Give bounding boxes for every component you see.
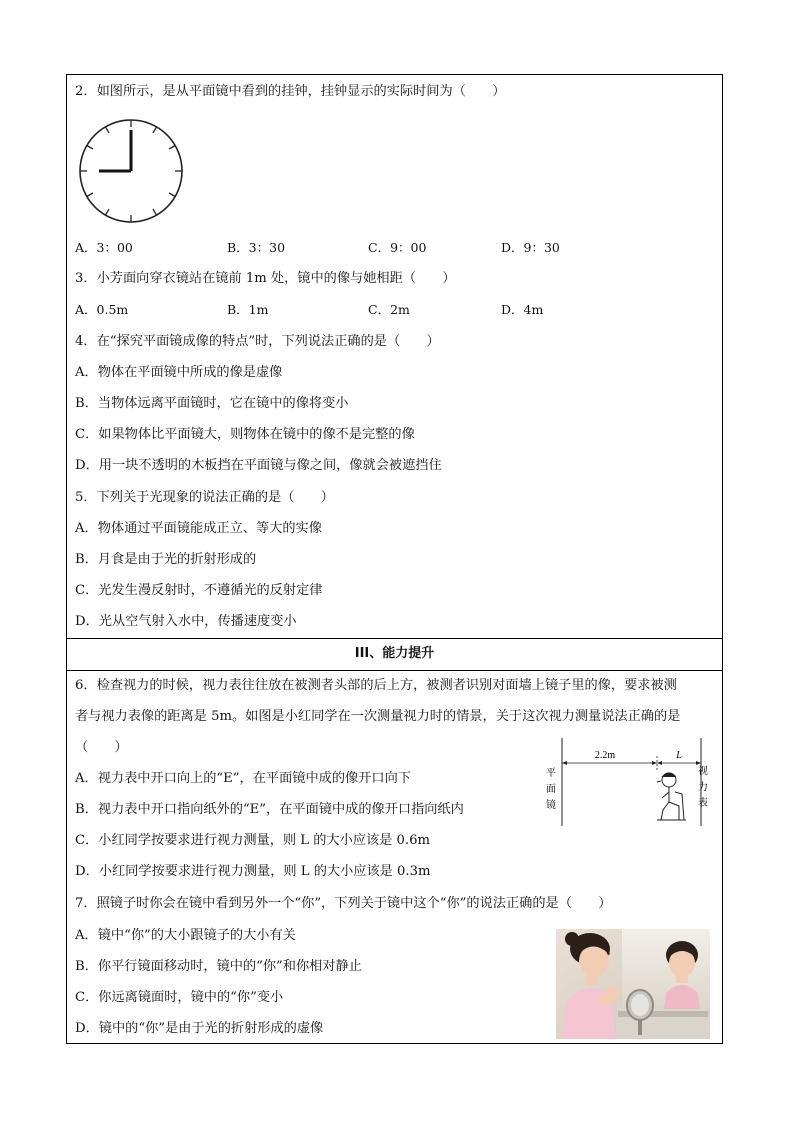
svg-text:镜: 镜: [546, 800, 556, 811]
q2-option-d: D．9：30: [501, 240, 560, 255]
svg-text:力: 力: [698, 782, 708, 793]
q5-option-b: B．月食是由于光的折射形成的: [75, 552, 257, 567]
distance-label: 2.2m: [594, 750, 616, 761]
svg-text:面: 面: [546, 784, 556, 795]
seated-person-figure: [657, 773, 686, 820]
q4-option-a: A．物体在平面镜中所成的像是虚像: [75, 365, 283, 380]
q6-stem-line-3: （ ）: [75, 740, 128, 755]
eye-chart-label: [698, 765, 708, 809]
svg-text:平: 平: [546, 768, 556, 779]
q2-option-b: B．3：30: [227, 240, 286, 255]
svg-text:表: 表: [698, 798, 708, 809]
q3-option-a: A．0.5m: [75, 302, 129, 317]
q5-option-a: A．物体通过平面镜能成正立、等大的实像: [75, 521, 322, 536]
q3-option-c: C．2m: [368, 302, 410, 317]
q7-option-d: D．镜中的“你”是由于光的折射形成的虚像: [75, 1021, 324, 1036]
q3-stem: 3．小芳面向穿衣镜站在镜前 1m 处，镜中的像与她相距（ ）: [75, 271, 456, 286]
q4-option-b: B．当物体远离平面镜时，它在镜中的像将变小: [75, 396, 349, 411]
q5-stem: 5．下列关于光现象的说法正确的是（ ）: [75, 490, 334, 505]
q6-stem-line-1: 6．检查视力的时候，视力表往往放在被测者头部的后上方，被测者识别对面墙上镜子里的像，要求被测: [75, 678, 677, 693]
q7-option-a: A．镜中“你”的大小跟镜子的大小有关: [75, 928, 296, 943]
mirror-label: [546, 767, 556, 811]
q2-option-c: C．9：00: [368, 240, 427, 255]
section-title: III、能力提升: [354, 646, 435, 661]
q2-stem: 2．如图所示，是从平面镜中看到的挂钟，挂钟显示的实际时间为（ ）: [75, 84, 506, 99]
q6-option-a: A．视力表中开口向上的“E”，在平面镜中成的像开口向下: [75, 771, 411, 786]
q7-stem: 7．照镜子时你会在镜中看到另外一个“你”，下列关于镜中这个“你”的说法正确的是（ ）: [75, 896, 612, 911]
worksheet-frame: [66, 74, 723, 1044]
q5-option-d: D．光从空气射入水中，传播速度变小: [75, 614, 297, 629]
q6-option-c: C．小红同学按要求进行视力测量，则 L 的大小应该是 0.6m: [75, 833, 431, 848]
q7-option-b: B．你平行镜面移动时，镜中的“你”和你相对静止: [75, 959, 362, 974]
svg-text:视: 视: [698, 766, 708, 777]
q2-option-a: A．3：00: [75, 240, 133, 255]
section-divider-top: [67, 638, 722, 639]
q4-stem: 4．在“探究平面镜成像的特点”时，下列说法正确的是（ ）: [75, 334, 440, 349]
q4-option-c: C．如果物体比平面镜大，则物体在镜中的像不是完整的像: [75, 427, 415, 442]
q6-option-b: B．视力表中开口指向纸外的“E”，在平面镜中成的像开口指向纸内: [75, 802, 464, 817]
q3-option-b: B．1m: [227, 302, 269, 317]
q5-option-c: C．光发生漫反射时，不遵循光的反射定律: [75, 583, 323, 598]
l-label: L: [676, 750, 682, 761]
q6-option-d: D．小红同学按要求进行视力测量，则 L 的大小应该是 0.3m: [75, 864, 431, 879]
q7-option-c: C．你远离镜面时，镜中的“你”变小: [75, 990, 284, 1005]
mirror-clock-figure: [77, 117, 185, 225]
section-divider-bottom: [67, 670, 722, 671]
q4-option-d: D．用一块不透明的木板挡在平面镜与像之间，像就会被遮挡住: [75, 458, 442, 473]
q6-stem-line-2: 者与视力表像的距离是 5m。如图是小红同学在一次测量视力时的情景，关于这次视力测量说法正确的是: [75, 709, 681, 724]
q3-option-d: D．4m: [501, 302, 544, 317]
girl-mirror-photo: [556, 929, 710, 1039]
eye-test-figure: [545, 736, 711, 828]
